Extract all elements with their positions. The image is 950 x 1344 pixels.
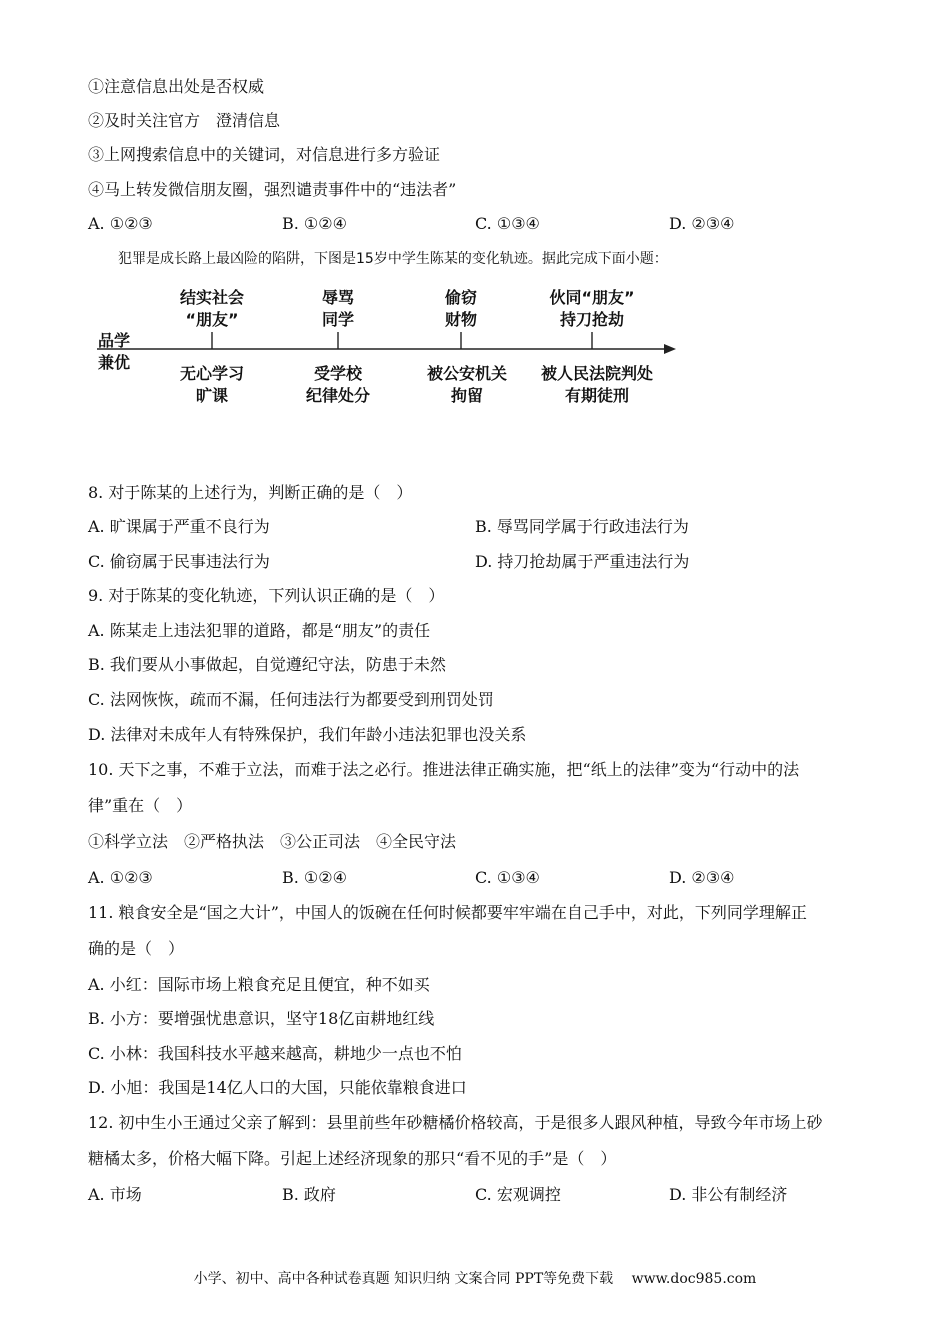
q12-option-a: A. 市场 bbox=[88, 1185, 142, 1204]
option-a: A. ①②③ bbox=[88, 214, 153, 233]
q9-option-d: D. 法律对未成年人有特殊保护，我们年龄小违法犯罪也没关系 bbox=[88, 725, 527, 744]
q11-option-d: D. 小旭：我国是14亿人口的大国，只能依靠粮食进口 bbox=[88, 1078, 467, 1097]
q10-option-b: B. ①②④ bbox=[282, 868, 347, 887]
stage-2-below-line1: 受学校 bbox=[313, 364, 362, 383]
option-d: D. ②③④ bbox=[669, 214, 735, 233]
stage-4-below bbox=[522, 363, 672, 407]
stage-4-below-line2: 有期徒刑 bbox=[564, 386, 629, 405]
stage-2-below-line2: 纪律处分 bbox=[305, 386, 370, 405]
stage-2-above bbox=[278, 287, 398, 331]
q8-option-c: C. 偷窃属于民事违法行为 bbox=[88, 552, 270, 571]
stage-3-below bbox=[401, 363, 533, 407]
q8-option-b: B. 辱骂同学属于行政违法行为 bbox=[475, 517, 689, 536]
q12-option-d: D. 非公有制经济 bbox=[669, 1185, 788, 1204]
stage-2-above-line2: 同学 bbox=[321, 310, 354, 329]
timeline-arrow bbox=[0, 0, 950, 420]
stage-3-above-line1: 偷窃 bbox=[444, 288, 477, 307]
stage-1-below-line2: 旷课 bbox=[195, 386, 228, 405]
q12-option-b: B. 政府 bbox=[282, 1185, 336, 1204]
stage-4-above bbox=[522, 287, 662, 331]
q11-stem-line2: 确的是（ ） bbox=[88, 939, 185, 958]
q10-stem-line2: 律”重在（ ） bbox=[88, 796, 193, 815]
q12-stem-line1: 12. 初中生小王通过父亲了解到：县里前些年砂糖橘价格较高，于是很多人跟风种植，导致今年市场上砂 bbox=[88, 1113, 823, 1132]
stage-1-above-line1: 结实社会 bbox=[179, 288, 244, 307]
q10-option-d: D. ②③④ bbox=[669, 868, 735, 887]
statement-4: ④马上转发微信朋友圈，强烈谴责事件中的“违法者” bbox=[88, 180, 457, 199]
q11-option-a: A. 小红：国际市场上粮食充足且便宜，种不如买 bbox=[88, 975, 430, 994]
stage-4-above-line1: 伙同“朋友” bbox=[549, 288, 635, 307]
statement-2: ②及时关注官方 澄清信息 bbox=[88, 111, 281, 130]
q11-stem-line1: 11. 粮食安全是“国之大计”，中国人的饭碗在任何时候都要牢牢端在自己手中，对此，下列同学理解正 bbox=[88, 903, 807, 922]
q8-stem: 8. 对于陈某的上述行为，判断正确的是（ ） bbox=[88, 483, 413, 502]
q11-option-c: C. 小林：我国科技水平越来越高，耕地少一点也不怕 bbox=[88, 1044, 462, 1063]
q10-option-a: A. ①②③ bbox=[88, 868, 153, 887]
option-c: C. ①③④ bbox=[475, 214, 540, 233]
start-label-line1: 品学 bbox=[98, 331, 131, 350]
material-intro: 犯罪是成长路上最凶险的陷阱，下图是15岁中学生陈某的变化轨迹。据此完成下面小题： bbox=[118, 251, 668, 267]
stage-1-above-line2: “朋友” bbox=[185, 310, 239, 329]
page-footer: 小学、初中、高中各种试卷真题 知识归纳 文案合同 PPT等免费下载 www.doc985.com bbox=[193, 1271, 757, 1287]
option-b: B. ①②④ bbox=[282, 214, 347, 233]
q8-option-a: A. 旷课属于严重不良行为 bbox=[88, 517, 270, 536]
stage-2-above-line1: 辱骂 bbox=[321, 288, 354, 307]
q9-option-a: A. 陈某走上违法犯罪的道路，都是“朋友”的责任 bbox=[88, 621, 431, 640]
start-label bbox=[98, 330, 130, 374]
q12-option-c: C. 宏观调控 bbox=[475, 1185, 561, 1204]
q11-option-b: B. 小方：要增强忧患意识，坚守18亿亩耕地红线 bbox=[88, 1009, 435, 1028]
stage-3-below-line1: 被公安机关 bbox=[426, 364, 507, 383]
stage-3-below-line2: 拘留 bbox=[450, 386, 483, 405]
stage-4-below-line1: 被人民法院判处 bbox=[540, 364, 653, 383]
stage-3-above-line2: 财物 bbox=[444, 310, 477, 329]
q9-stem: 9. 对于陈某的变化轨迹，下列认识正确的是（ ） bbox=[88, 586, 445, 605]
stage-1-above bbox=[152, 287, 272, 331]
statement-3: ③上网搜索信息中的关键词，对信息进行多方验证 bbox=[88, 145, 441, 164]
stage-1-below bbox=[152, 363, 272, 407]
q10-option-c: C. ①③④ bbox=[475, 868, 540, 887]
stage-1-below-line1: 无心学习 bbox=[179, 364, 244, 383]
q12-stem-line2: 糖橘太多，价格大幅下降。引起上述经济现象的那只“看不见的手”是（ ） bbox=[88, 1149, 617, 1168]
q10-statements: ①科学立法 ②严格执法 ③公正司法 ④全民守法 bbox=[88, 832, 457, 851]
q8-option-d: D. 持刀抢劫属于严重违法行为 bbox=[475, 552, 690, 571]
q9-option-c: C. 法网恢恢，疏而不漏，任何违法行为都要受到刑罚处罚 bbox=[88, 690, 494, 709]
q9-option-b: B. 我们要从小事做起，自觉遵纪守法，防患于未然 bbox=[88, 655, 446, 674]
q10-stem-line1: 10. 天下之事，不难于立法，而难于法之必行。推进法律正确实施，把“纸上的法律”变为“行动中的法 bbox=[88, 760, 800, 779]
start-label-line2: 兼优 bbox=[98, 353, 131, 372]
stage-2-below bbox=[278, 363, 398, 407]
stage-4-above-line2: 持刀抢劫 bbox=[559, 310, 624, 329]
stage-3-above bbox=[401, 287, 521, 331]
statement-1: ①注意信息出处是否权威 bbox=[88, 77, 265, 96]
